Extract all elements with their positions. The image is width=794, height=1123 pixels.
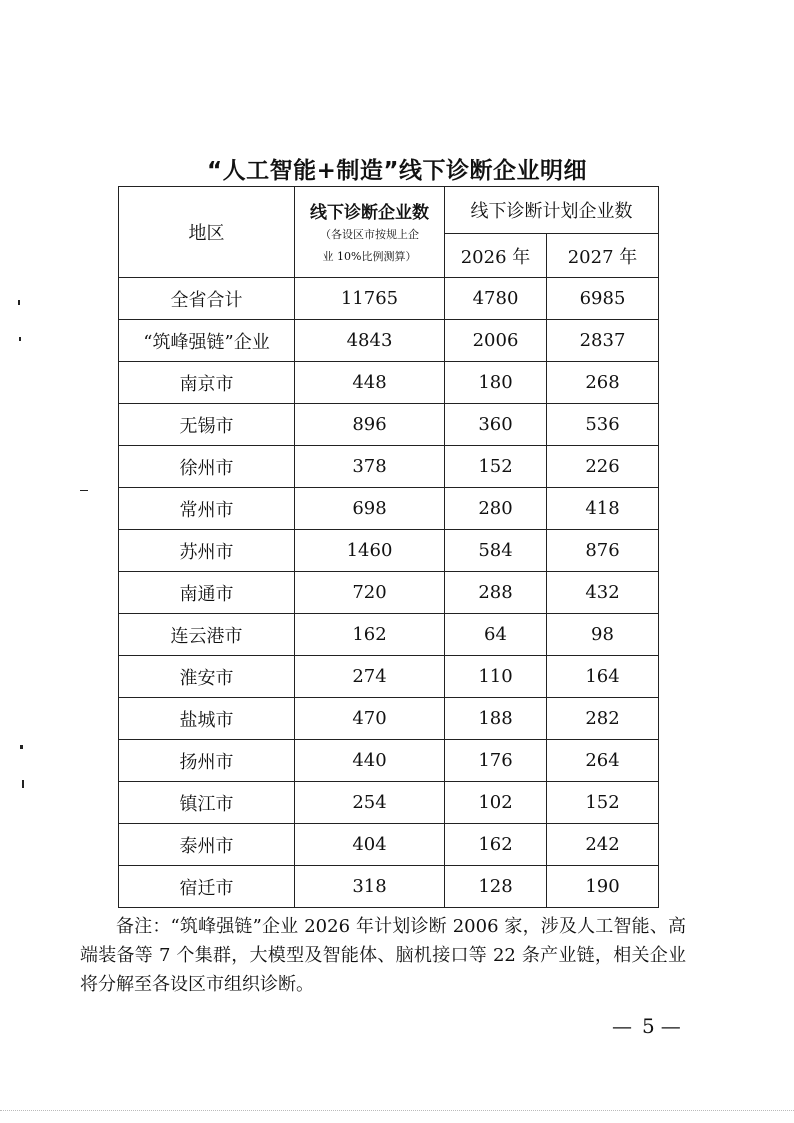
cell-plan-2026: 360 bbox=[445, 404, 547, 446]
cell-region: 常州市 bbox=[119, 488, 295, 530]
table-row bbox=[119, 824, 659, 866]
cell-plan-2026: 288 bbox=[445, 572, 547, 614]
table-row bbox=[119, 698, 659, 740]
cell-plan-2027: 190 bbox=[547, 866, 659, 908]
table-row bbox=[119, 740, 659, 782]
cell-count: 318 bbox=[295, 866, 445, 908]
cell-plan-2026: 162 bbox=[445, 824, 547, 866]
scan-edge bbox=[0, 1110, 794, 1111]
table-row bbox=[119, 320, 659, 362]
cell-region: 无锡市 bbox=[119, 404, 295, 446]
cell-region: 连云港市 bbox=[119, 614, 295, 656]
cell-plan-2026: 128 bbox=[445, 866, 547, 908]
cell-plan-2027: 282 bbox=[547, 698, 659, 740]
cell-count: 698 bbox=[295, 488, 445, 530]
scan-speck bbox=[22, 780, 24, 788]
cell-region: 泰州市 bbox=[119, 824, 295, 866]
cell-count: 404 bbox=[295, 824, 445, 866]
table-row bbox=[119, 614, 659, 656]
table-row bbox=[119, 488, 659, 530]
cell-region: 淮安市 bbox=[119, 656, 295, 698]
table-row bbox=[119, 404, 659, 446]
cell-plan-2027: 876 bbox=[547, 530, 659, 572]
cell-plan-2027: 226 bbox=[547, 446, 659, 488]
cell-count: 720 bbox=[295, 572, 445, 614]
cell-region: 全省合计 bbox=[119, 278, 295, 320]
cell-count: 274 bbox=[295, 656, 445, 698]
cell-count: 4843 bbox=[295, 320, 445, 362]
header-count-note-line1: （各设区市按规上企 bbox=[320, 227, 419, 241]
cell-count: 1460 bbox=[295, 530, 445, 572]
table-row bbox=[119, 656, 659, 698]
cell-plan-2026: 584 bbox=[445, 530, 547, 572]
header-plan: 线下诊断计划企业数 bbox=[445, 187, 659, 234]
scan-speck bbox=[19, 337, 21, 341]
table-row bbox=[119, 530, 659, 572]
cell-plan-2026: 152 bbox=[445, 446, 547, 488]
table-row bbox=[119, 278, 659, 320]
cell-count: 11765 bbox=[295, 278, 445, 320]
cell-count: 254 bbox=[295, 782, 445, 824]
cell-plan-2027: 98 bbox=[547, 614, 659, 656]
header-year-2027: 2027 年 bbox=[547, 234, 659, 278]
cell-plan-2027: 242 bbox=[547, 824, 659, 866]
cell-region: 南通市 bbox=[119, 572, 295, 614]
document-title: “人工智能+制造”线下诊断企业明细 bbox=[206, 158, 587, 184]
cell-plan-2027: 418 bbox=[547, 488, 659, 530]
table-row bbox=[119, 362, 659, 404]
cell-count: 162 bbox=[295, 614, 445, 656]
cell-plan-2026: 188 bbox=[445, 698, 547, 740]
cell-region: 南京市 bbox=[119, 362, 295, 404]
cell-plan-2027: 264 bbox=[547, 740, 659, 782]
footnote: 备注：“筑峰强链”企业 2026 年计划诊断 2006 家，涉及人工智能、高端装备等 7 个集群，大模型及智能体、脑机接口等 22 条产业链，相关企业将分解至各设区市组织诊断。 bbox=[80, 916, 686, 995]
cell-plan-2027: 432 bbox=[547, 572, 659, 614]
cell-region: “筑峰强链”企业 bbox=[119, 320, 295, 362]
cell-plan-2027: 152 bbox=[547, 782, 659, 824]
cell-plan-2026: 4780 bbox=[445, 278, 547, 320]
cell-plan-2026: 64 bbox=[445, 614, 547, 656]
cell-plan-2026: 110 bbox=[445, 656, 547, 698]
cell-region: 扬州市 bbox=[119, 740, 295, 782]
cell-plan-2026: 2006 bbox=[445, 320, 547, 362]
table-row bbox=[119, 572, 659, 614]
header-count bbox=[295, 187, 445, 278]
cell-count: 378 bbox=[295, 446, 445, 488]
scan-speck bbox=[80, 490, 88, 491]
cell-plan-2027: 268 bbox=[547, 362, 659, 404]
table-row bbox=[119, 782, 659, 824]
cell-region: 宿迁市 bbox=[119, 866, 295, 908]
scan-speck bbox=[20, 745, 23, 749]
header-region: 地区 bbox=[119, 187, 295, 278]
header-year-2026: 2026 年 bbox=[445, 234, 547, 278]
enterprise-detail-table bbox=[118, 186, 659, 908]
header-count-label: 线下诊断企业数 bbox=[310, 202, 429, 223]
cell-region: 徐州市 bbox=[119, 446, 295, 488]
cell-plan-2026: 180 bbox=[445, 362, 547, 404]
cell-plan-2026: 176 bbox=[445, 740, 547, 782]
cell-plan-2027: 536 bbox=[547, 404, 659, 446]
cell-plan-2027: 6985 bbox=[547, 278, 659, 320]
cell-plan-2026: 280 bbox=[445, 488, 547, 530]
cell-region: 苏州市 bbox=[119, 530, 295, 572]
cell-count: 896 bbox=[295, 404, 445, 446]
page-number: — 5 — bbox=[612, 1014, 685, 1038]
cell-region: 镇江市 bbox=[119, 782, 295, 824]
header-count-note-line2: 业 10%比例测算） bbox=[322, 249, 417, 263]
cell-region: 盐城市 bbox=[119, 698, 295, 740]
cell-plan-2026: 102 bbox=[445, 782, 547, 824]
cell-count: 448 bbox=[295, 362, 445, 404]
page-number-value: 5 bbox=[642, 1014, 655, 1038]
cell-plan-2027: 164 bbox=[547, 656, 659, 698]
cell-plan-2027: 2837 bbox=[547, 320, 659, 362]
cell-count: 440 bbox=[295, 740, 445, 782]
table-row bbox=[119, 866, 659, 908]
table-row bbox=[119, 446, 659, 488]
cell-count: 470 bbox=[295, 698, 445, 740]
scan-speck bbox=[18, 300, 20, 305]
